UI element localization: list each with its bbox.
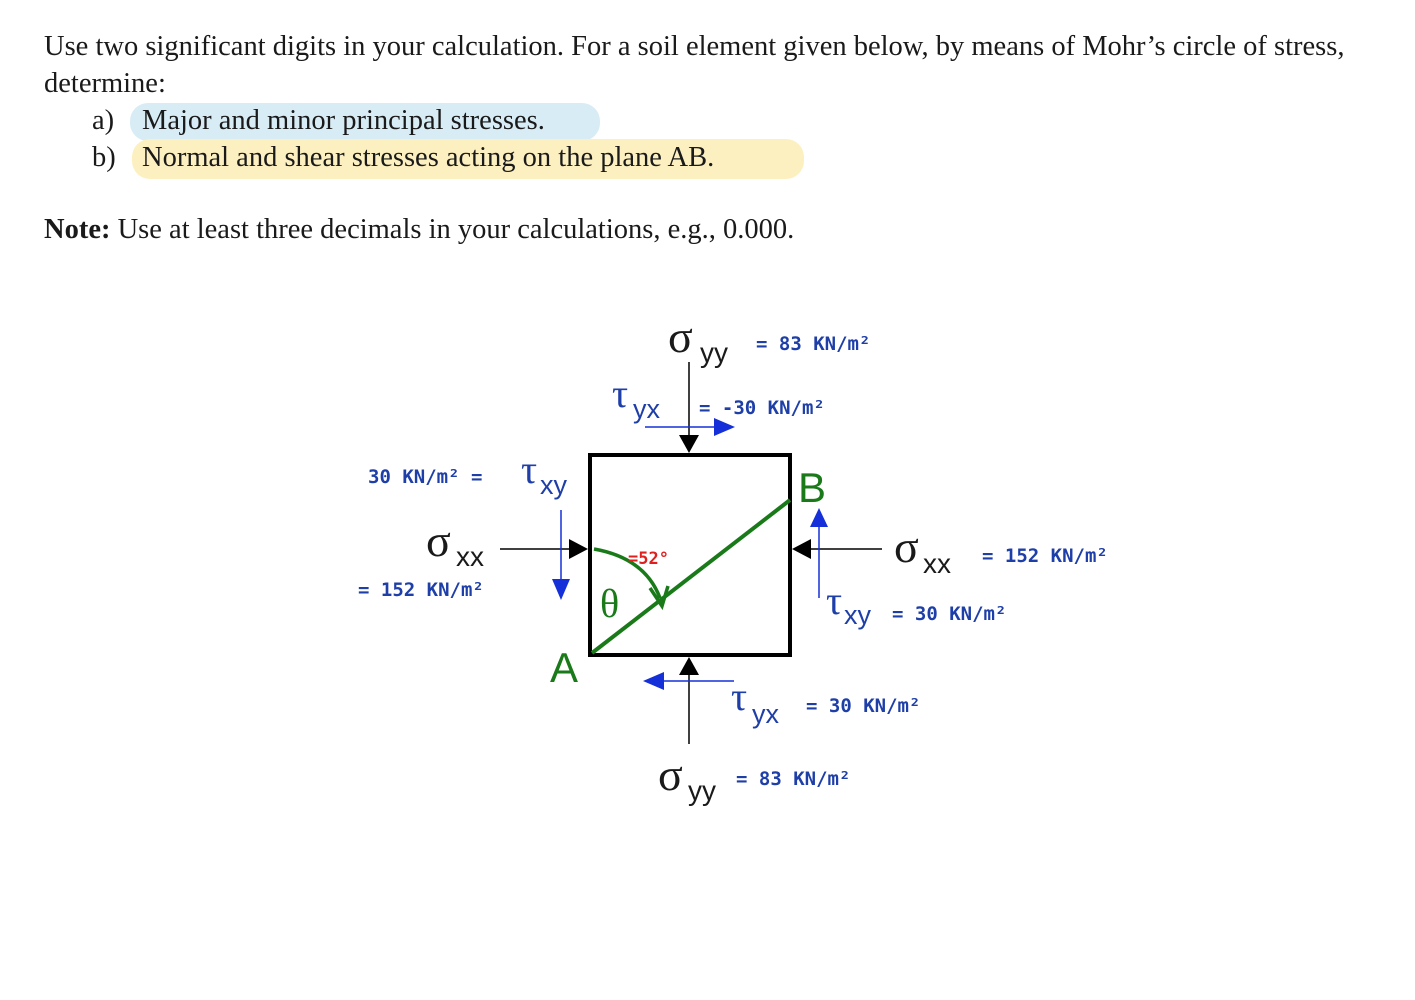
item-label-a: a) — [92, 105, 115, 136]
bottom-sigma-arrowhead-icon — [679, 657, 699, 675]
right-sigma-value: = 152 KN/m² — [982, 545, 1108, 567]
right-tau-subscript: xy — [844, 600, 871, 630]
top-sigma-subscript: yy — [700, 337, 728, 368]
note-label: Note: — [44, 214, 111, 245]
top-sigma-symbol: σ — [668, 311, 693, 362]
right-sigma-arrowhead-icon — [792, 539, 811, 559]
note-text: Use at least three decimals in your calculations, e.g., 0.000. — [110, 214, 795, 245]
bottom-tau-subscript: yx — [752, 699, 779, 729]
top-tau-value: = -30 KN/m² — [699, 397, 825, 419]
top-tau-arrowhead-icon — [714, 418, 735, 436]
left-tau-value: 30 KN/m² = — [368, 466, 483, 488]
top-tau-subscript: yx — [633, 394, 660, 424]
point-b-label: B — [798, 464, 827, 511]
plane-ab-line — [592, 500, 790, 653]
angle-value: =52° — [628, 549, 669, 569]
right-sigma-symbol: σ — [894, 521, 919, 572]
top-tau-symbol: τ — [612, 371, 629, 416]
item-label-b: b) — [92, 142, 116, 173]
bottom-sigma-symbol: σ — [658, 749, 683, 800]
bottom-tau-symbol: τ — [731, 674, 748, 719]
point-a-label: A — [550, 644, 579, 691]
left-tau-arrowhead-icon — [552, 579, 570, 600]
left-tau-subscript: xy — [540, 470, 567, 500]
left-tau-symbol: τ — [521, 447, 538, 492]
item-text-a: Major and minor principal stresses. — [142, 105, 545, 136]
bottom-tau-arrowhead-icon — [643, 672, 664, 690]
theta-symbol: θ — [600, 581, 620, 626]
item-text-b: Normal and shear stresses acting on the plane AB. — [142, 142, 715, 173]
left-sigma-subscript: xx — [456, 541, 484, 572]
bottom-tau-value: = 30 KN/m² — [806, 695, 921, 717]
top-sigma-arrowhead-icon — [679, 435, 699, 453]
left-sigma-symbol: σ — [426, 515, 451, 566]
left-sigma-arrowhead-icon — [569, 539, 588, 559]
right-sigma-subscript: xx — [923, 548, 951, 579]
top-sigma-value: = 83 KN/m² — [756, 333, 871, 355]
left-sigma-value: = 152 KN/m² — [358, 579, 484, 601]
bottom-sigma-subscript: yy — [688, 775, 716, 806]
right-tau-value: = 30 KN/m² — [892, 603, 1007, 625]
problem-intro: Use two significant digits in your calculation. For a soil element given below, by means of Mohr’s circle of stress, determine: — [44, 31, 1345, 99]
bottom-sigma-value: = 83 KN/m² — [736, 768, 851, 790]
right-tau-symbol: τ — [826, 578, 843, 623]
